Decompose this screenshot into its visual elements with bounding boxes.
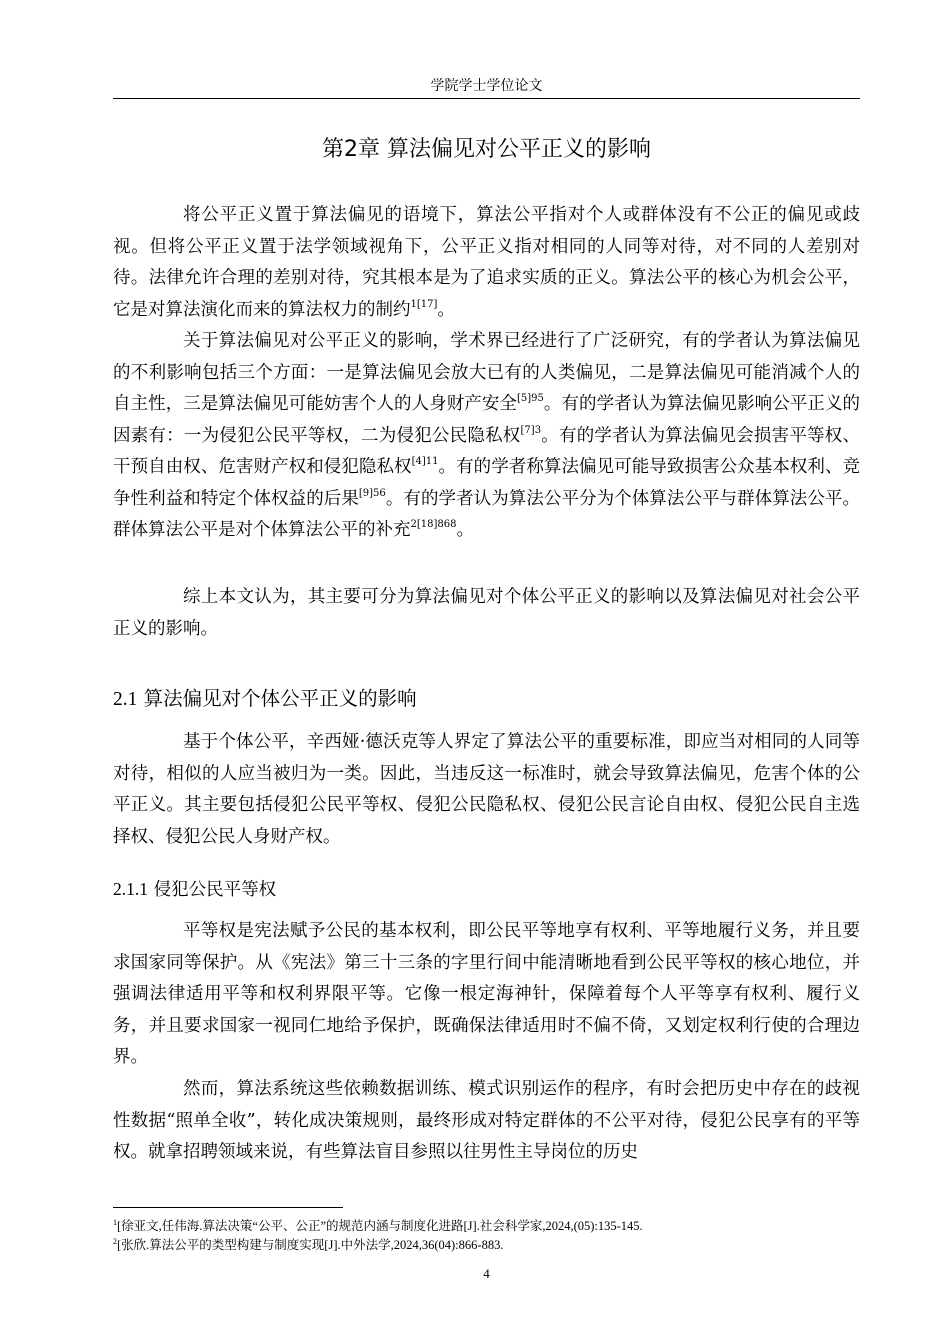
citation-mark: [9]56: [358, 487, 386, 499]
footnote-mark: 2: [113, 1236, 117, 1246]
intro-paragraph-3: 综上本文认为，其主要可分为算法偏见对个体公平正义的影响以及算法偏见对社会公平正义的影响。: [113, 587, 860, 639]
citation-mark: 1[17]: [410, 298, 438, 310]
section-title: 侵犯公民平等权: [153, 880, 277, 900]
paragraph-text: 关于算法偏见对公平正义的影响，学术界已经进行了广泛研究，有的学者认为算法偏见的不利影响包括三个方面：一是算法偏见会放大已有的人类偏见，二是算法偏见可能消减个人的自主性，三是算法偏见可能妨害个人的人身财产安全: [113, 331, 860, 414]
paragraph-text: 。有的学者认为算法公平分为个体算法公平与群体算法公平。群体算法公平是对个体算法公平的补充: [113, 488, 860, 540]
section-2-1-paragraph: 基于个体公平，辛西娅·德沃克等人界定了算法公平的重要标准，即应当对相同的人同等对待，相似的人应当被归为一类。因此，当违反这一标准时，就会导致算法偏见，危害个体的公平正义。其主要包括侵犯公民平等权、侵犯公民隐私权、侵犯公民言论自由权、侵犯公民自主选择权、侵犯公民人身财产权。: [113, 732, 860, 847]
header-divider: [113, 98, 860, 99]
paragraph-text: 将公平正义置于算法偏见的语境下，算法公平指对个人或群体没有不公正的偏见或歧视。但将公平正义置于法学领域视角下，公平正义指对相同的人同等对待，对不同的人差别对待。法律允许合理的差别对待，究其根本是为了追求实质的正义。算法公平的核心为机会公平，它是对算法演化而来的算法权力的制约: [113, 205, 860, 320]
footnote-divider: [113, 1207, 343, 1208]
citation-mark: [5]95: [516, 393, 544, 405]
footnote-2: [113, 1236, 503, 1254]
running-header: 学院学士学位论文: [430, 78, 543, 94]
section-heading-2-1-1: [113, 875, 276, 904]
chapter-title: 第2章 算法偏见对公平正义的影响: [322, 137, 651, 162]
section-2-1-1-paragraph-2: 然而，算法系统这些依赖数据训练、模式识别运作的程序，有时会把历史中存在的歧视性数据“照单全收”，转化成决策规则，最终形成对特定群体的不公平对待，侵犯公民享有的平等权。就拿招聘领域来说，有些算法盲目参照以往男性主导岗位的历史: [113, 1079, 860, 1162]
footnote-text: [张欣.算法公平的类型构建与制度实现[J].中外法学,2024,36(04):866-883.: [117, 1238, 504, 1252]
footnote-text: [徐亚文,任伟海.算法决策“公平、公正”的规范内涵与制度化进路[J].社会科学家,2024,(05):135-145.: [117, 1219, 643, 1233]
paragraph-text: 。: [437, 299, 455, 320]
paragraph-text: 。有的学者认为算法偏见会损害平等权、干预自由权、危害财产权和侵犯隐私权: [113, 425, 860, 477]
intro-paragraph-1: [113, 200, 860, 326]
paragraph-text: 。: [456, 520, 474, 540]
citation-mark: [4]11: [411, 456, 439, 468]
paragraph-text: 。有的学者认为算法偏见影响公平正义的因素有：一为侵犯公民平等权，二为侵犯公民隐私权: [113, 394, 861, 446]
section-title: 算法偏见对个体公平正义的影响: [143, 687, 417, 710]
citation-mark: [7]3: [520, 424, 542, 436]
section-number: 2.1: [113, 689, 138, 710]
intro-paragraph-2: [113, 326, 860, 547]
section-number: 2.1.1: [113, 879, 148, 899]
footnote-1: [113, 1217, 643, 1235]
section-heading-2-1: [113, 684, 417, 715]
footnote-mark: 1: [113, 1217, 117, 1227]
section-2-1-1-paragraph-1: 平等权是宪法赋予公民的基本权利，即公民平等地享有权利、平等地履行义务，并且要求国家同等保护。从《宪法》第三十三条的字里行间中能清晰地看到公民平等权的核心地位，并强调法律适用平等和权利界限平等。它像一根定海神针，保障着每个人平等享有权利、履行义务，并且要求国家一视同仁地给予保护，既确保法律适用时不偏不倚，又划定权利行使的合理边界。: [113, 921, 860, 1067]
citation-mark: 2[18]868: [410, 519, 457, 531]
paragraph-text: 。有的学者称算法偏见可能导致损害公众基本权利、竞争性利益和特定个体权益的后果: [113, 457, 861, 509]
page-number: 4: [483, 1266, 490, 1281]
